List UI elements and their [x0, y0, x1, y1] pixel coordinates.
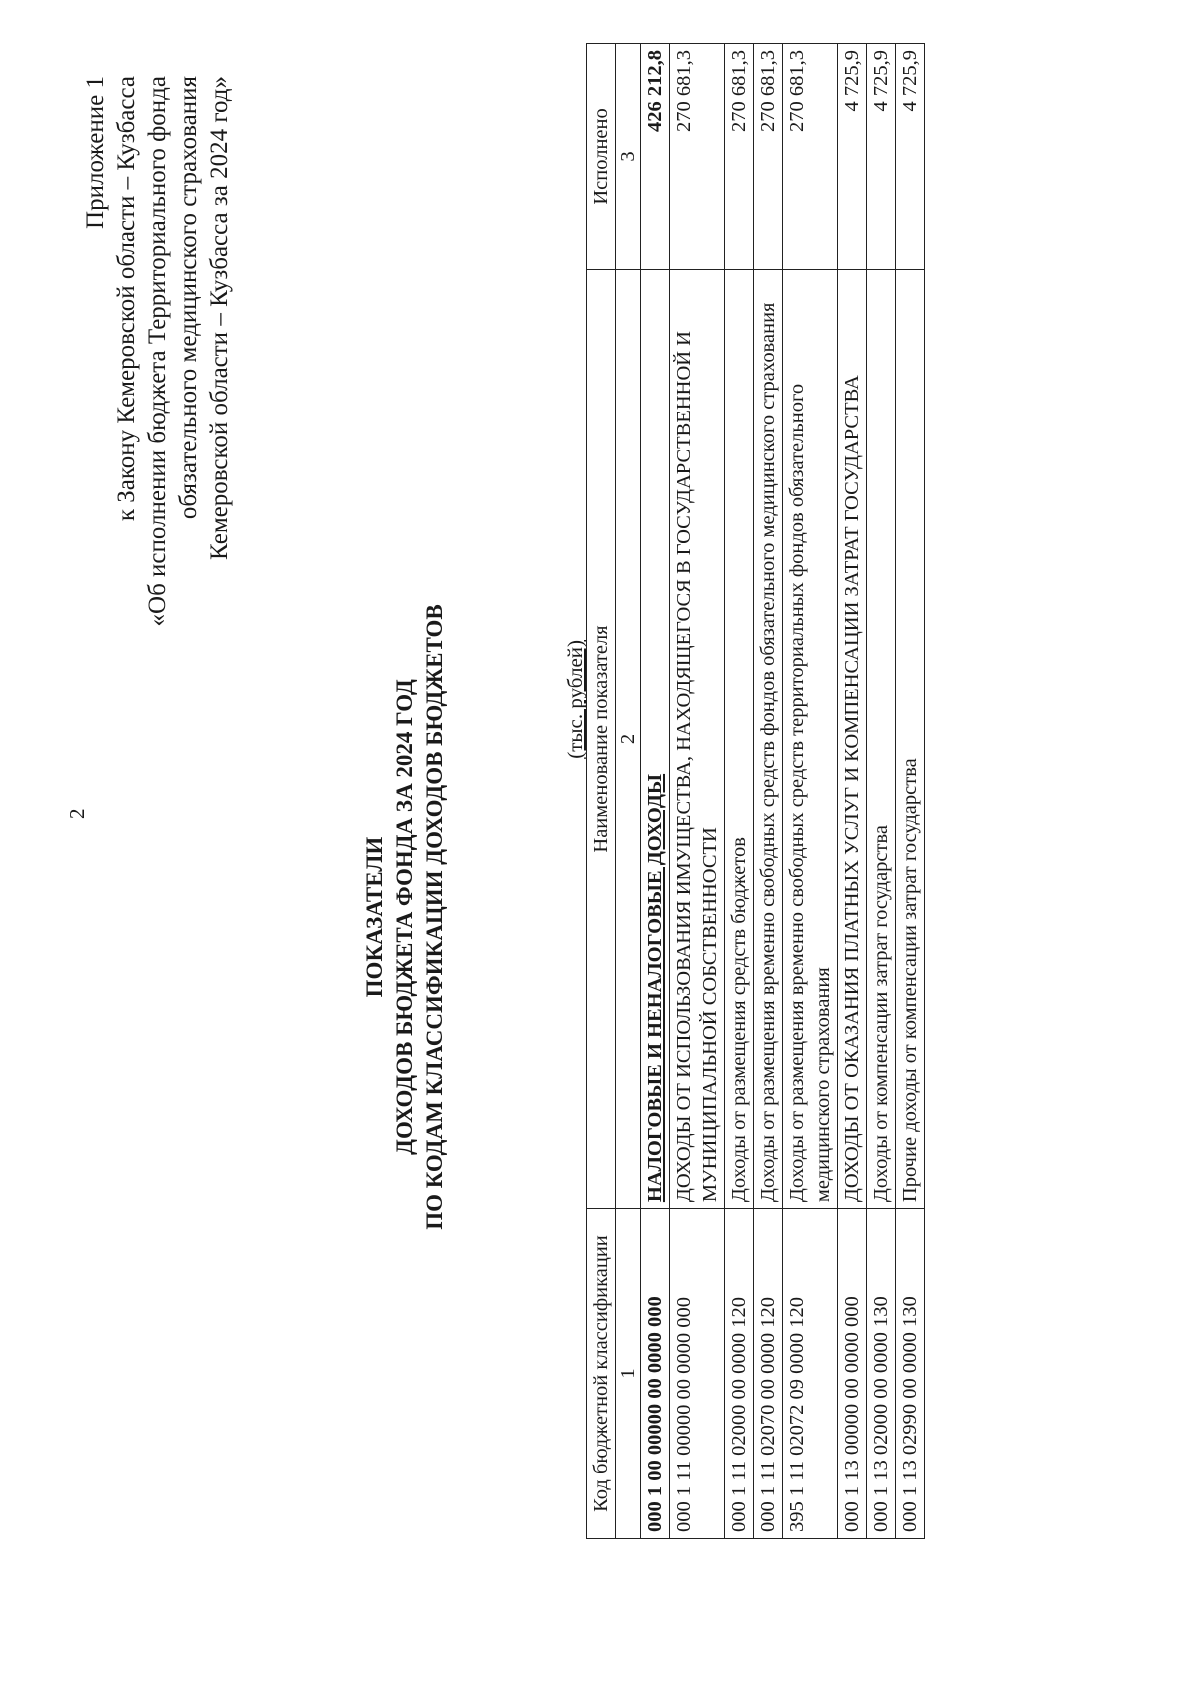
appendix-line: «Об исполнении бюджета Территориального фонда — [144, 76, 171, 627]
row-name: НАЛОГОВЫЕ И НЕНАЛОГОВЫЕ ДОХОДЫ — [641, 269, 670, 1208]
header-name: Наименование показателя — [587, 269, 616, 1208]
table-row — [754, 44, 783, 1539]
row-value: 270 681,3 — [670, 44, 725, 270]
revenue-table — [586, 43, 925, 1539]
row-value: 4 725,9 — [838, 44, 867, 270]
appendix-line: к Закону Кемеровской области – Кузбасса — [113, 76, 140, 522]
table-row — [641, 44, 670, 1539]
table-row — [670, 44, 725, 1539]
column-number: 3 — [616, 44, 641, 270]
row-code: 000 1 11 02000 00 0000 120 — [725, 1209, 754, 1539]
row-code: 000 1 11 00000 00 0000 000 — [670, 1209, 725, 1539]
header-code: Код бюджетной классификации — [587, 1209, 616, 1539]
table-row — [725, 44, 754, 1539]
row-code: 395 1 11 02072 09 0000 120 — [783, 1209, 838, 1539]
row-value: 4 725,9 — [867, 44, 896, 270]
header-value: Исполнено — [587, 44, 616, 270]
table-row — [783, 44, 838, 1539]
row-name: Доходы от компенсации затрат государства — [867, 269, 896, 1208]
row-code: 000 1 11 02070 00 0000 120 — [754, 1209, 783, 1539]
units-label: (тыс. рублей) — [563, 640, 587, 759]
row-name: Прочие доходы от компенсации затрат государства — [896, 269, 925, 1208]
appendix-line: Приложение 1 — [82, 76, 109, 229]
title-line: ПОКАЗАТЕЛИ — [362, 836, 387, 998]
title-line: ДОХОДОВ БЮДЖЕТА ФОНДА ЗА 2024 ГОД — [392, 679, 417, 1155]
table-row — [867, 44, 896, 1539]
appendix-line: обязательного медицинского страхования — [175, 76, 202, 520]
table-row — [838, 44, 867, 1539]
appendix-line: Кемеровской области – Кузбасса за 2024 год» — [206, 76, 233, 560]
row-code: 000 1 00 00000 00 0000 000 — [641, 1209, 670, 1539]
table-row — [896, 44, 925, 1539]
column-number-row — [616, 44, 641, 1539]
row-value: 270 681,3 — [754, 44, 783, 270]
row-value: 4 725,9 — [896, 44, 925, 270]
table-header-row — [587, 44, 616, 1539]
appendix-header — [80, 76, 235, 796]
row-name: Доходы от размещения временно свободных средств фондов обязательного медицинского страхования — [754, 269, 783, 1208]
document-title — [360, 567, 450, 1267]
column-number: 1 — [616, 1209, 641, 1539]
row-code: 000 1 13 00000 00 0000 000 — [838, 1209, 867, 1539]
column-number: 2 — [616, 269, 641, 1208]
page-number: 2 — [65, 808, 89, 819]
row-value: 270 681,3 — [725, 44, 754, 270]
row-code: 000 1 13 02000 00 0000 130 — [867, 1209, 896, 1539]
title-line: ПО КОДАМ КЛАССИФИКАЦИИ ДОХОДОВ БЮДЖЕТОВ — [422, 604, 447, 1230]
row-name: Доходы от размещения временно свободных средств территориальных фондов обязательного медицинского страхования — [783, 269, 838, 1208]
row-code: 000 1 13 02990 00 0000 130 — [896, 1209, 925, 1539]
row-name: Доходы от размещения средств бюджетов — [725, 269, 754, 1208]
row-value: 426 212,8 — [641, 44, 670, 270]
row-value: 270 681,3 — [783, 44, 838, 270]
row-name: ДОХОДЫ ОТ ИСПОЛЬЗОВАНИЯ ИМУЩЕСТВА, НАХОДЯЩЕГОСЯ В ГОСУДАРСТВЕННОЙ И МУНИЦИПАЛЬНОЙ СОБСТВЕННОСТИ — [670, 269, 725, 1208]
row-name: ДОХОДЫ ОТ ОКАЗАНИЯ ПЛАТНЫХ УСЛУГ И КОМПЕНСАЦИИ ЗАТРАТ ГОСУДАРСТВА — [838, 269, 867, 1208]
